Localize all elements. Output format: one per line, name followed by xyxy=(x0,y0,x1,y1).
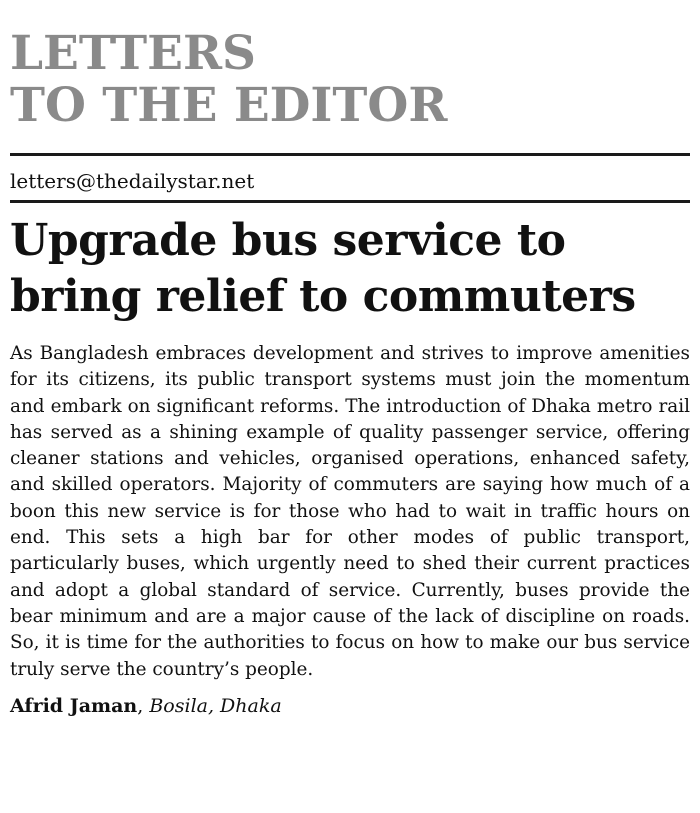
letter-signature xyxy=(10,693,690,719)
author-location: Bosila, Dhaka xyxy=(149,694,282,717)
letter-headline: Upgrade bus service to bring relief to commuters xyxy=(10,215,636,322)
letters-page xyxy=(10,0,690,719)
section-title-line-1: LETTERS xyxy=(10,26,256,81)
signature-separator: , xyxy=(137,694,150,717)
bottom-divider xyxy=(10,200,690,203)
section-title xyxy=(10,0,690,132)
section-title-line-2: TO THE EDITOR xyxy=(10,78,448,133)
letter-body: As Bangladesh embraces development and strives to improve amenities for its citizens, its public transport systems must join the momentum and embark on significant reforms. The introduction of Dhaka metro rail has served as a shining example of quality passenger service, offering cleaner stations and vehicles, organised operations, enhanced safety, and skilled operators. Majority of commuters are saying how much of a boon this new service is for those who had to wait in traffic hours on end. This sets a high bar for other modes of public transport, particularly buses, which urgently need to shed their current practices and adopt a global standard of service. Currently, buses provide the bear minimum and are a major cause of the lack of discipline on roads. So, it is time for the authorities to focus on how to make our bus service truly serve the country’s people. xyxy=(10,343,690,680)
editor-email-link[interactable]: letters@thedailystar.net xyxy=(10,169,255,193)
author-name: Afrid Jaman xyxy=(10,694,138,717)
